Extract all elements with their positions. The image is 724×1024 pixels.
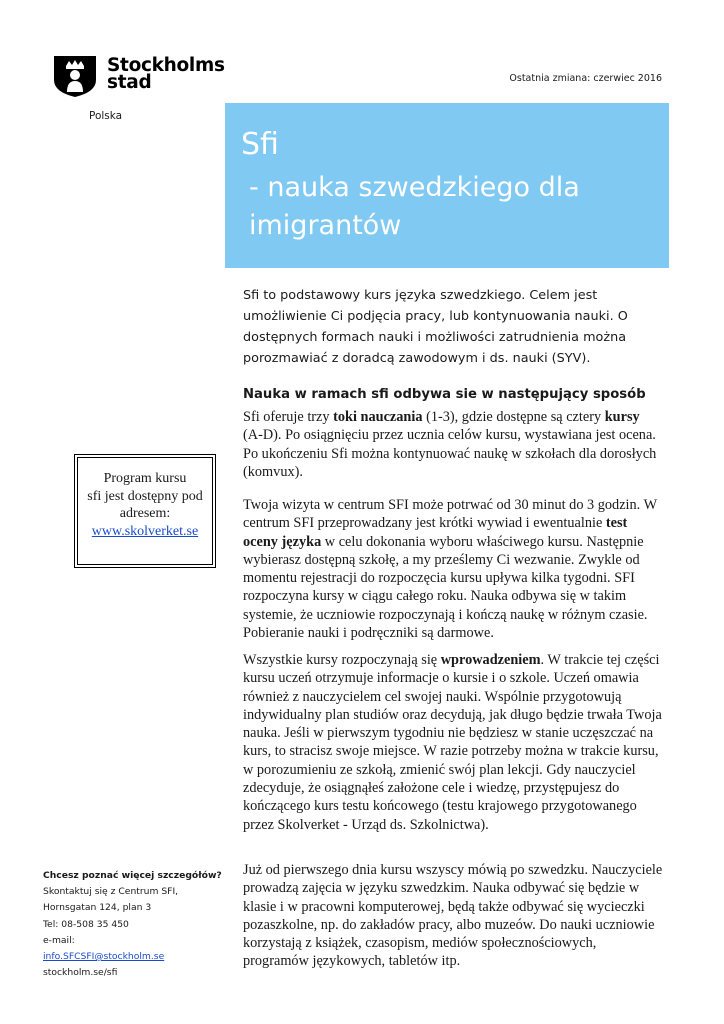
intro-paragraph <box>243 285 658 369</box>
section-heading: Nauka w ramach sfi odbywa sie w następujący sposób <box>243 387 646 402</box>
bold-text: test oceny języka <box>243 515 628 550</box>
text: (A-D). Po osiągnięciu przez ucznia celów kursu, wystawiana jest ocena. Po ukończeniu Sfi można kontynuować naukę w szkołach dla dorosłych (komvux). <box>243 427 657 480</box>
course-program-box <box>74 454 216 568</box>
text: Sfi oferuje trzy <box>243 409 334 425</box>
stockholm-logo <box>52 54 225 98</box>
subtitle-line1: - nauka szwedzkiego dla <box>249 172 580 203</box>
text: w celu dokonania wyboru właściwego kursu. Następnie wybierasz dostępną szkołę, a my prześlemy Ci wezwanie. Zwykle od momentu rejestracji do rozpoczęcia kursu upływa kilka tygodni. SFI rozpoczyna kursy w ciągu całego roku. Nauka odbywa się w takim systemie, że uczniowie rozpoczynają i kończą naukę w różnym czasie. Pobieranie nauki i podręczniki są darmowe. <box>243 533 648 642</box>
text: (1-3), gdzie dostępne są cztery <box>422 409 605 425</box>
text: Twoja wizyta w centrum SFI może potrwać od 30 minut do 3 godzin. W centrum SFI przeprowadzany jest krótki wywiad i ewentualnie <box>243 497 657 532</box>
title-banner <box>225 103 669 268</box>
crown-shield-icon <box>52 54 98 98</box>
contact-title: Chcesz poznać więcej szczegółów? <box>43 870 222 881</box>
text: . W trakcie tej części kursu uczeń otrzymuje informacje o kursie i o szkole. Uczeń omawia również z nauczycielem cel swojej nauki. Wspólnie przygotowują indywidualny plan studiów oraz decydują, jak długo będzie trwała Twoja nauka. Jeśli w pierwszym tygodniu nie będziesz w stanie uczęszczać na kurs, to stracisz swoje miejsce. W razie potrzeby można w trakcie kursu, w porozumieniu ze szkołą, zmienić swój plan lekcji. Gdy nauczyciel zdecyduje, że osiągnąłeś założone cele i wiedzę, przystępujesz do kończącego kurs testu końcowego (testu krajowego przygotowanego przez Skolverket - Urząd ds. Szkolnictwa). <box>243 652 662 833</box>
contact-line1: Skontaktuj się z Centrum SFI, <box>43 886 179 898</box>
sidebox-line2: sfi jest dostępny pod <box>87 488 203 504</box>
brand-line1: Stockholms <box>107 55 225 76</box>
bold-text: wprowadzeniem <box>440 652 541 668</box>
paragraph-visit <box>243 496 663 642</box>
language-label: Polska <box>89 110 123 122</box>
page-title: Sfi <box>241 127 279 162</box>
contact-block <box>43 868 233 981</box>
brand-line2: stad <box>107 72 152 93</box>
contact-address: Hornsgatan 124, plan 3 <box>43 902 152 914</box>
sidebox-line1: Program kursu <box>103 471 187 486</box>
contact-email-label: e-mail: <box>43 934 75 946</box>
contact-website[interactable]: stockholm.se/sfi <box>43 967 118 979</box>
subtitle-line2: imigrantów <box>249 210 402 241</box>
contact-phone: Tel: 08-508 35 450 <box>43 918 129 930</box>
last-updated: Ostatnia zmiana: czerwiec 2016 <box>509 73 662 84</box>
sidebox-line3: adresem: <box>119 506 171 521</box>
skolverket-link[interactable]: www.skolverket.se <box>91 523 199 539</box>
bold-text: toki nauczania <box>333 409 423 425</box>
paragraph-courses <box>243 408 663 481</box>
page-subtitle <box>249 169 659 245</box>
text: Wszystkie kursy rozpoczynają się <box>243 652 441 668</box>
paragraph-language: Już od pierwszego dnia kursu wszyscy mówią po szwedzku. Nauczyciele prowadzą zajęcia w języku szwedzkim. Nauka odbywać się będzie w klasie i w pracowni komputerowej, będą także odbywać się wycieczki pozaszkolne, np. do zakładów pracy, albo muzeów. Do nauki uczniowie korzystają z książek, czasopism, mediów społecznościowych, programów językowych, tabletów itp. <box>243 862 663 970</box>
contact-email-link[interactable]: info.SFCSFI@stockholm.se <box>43 951 165 963</box>
intro-text: Sfi to podstawowy kurs języka szwedzkiego. Celem jest umożliwienie Ci podjęcia pracy, lub kontynuowania nauki. O dostępnych formach nauki i możliwości zatrudnienia można porozmawiać z doradcą zawodowym i ds. nauki (SYV). <box>243 288 628 366</box>
paragraph-introduction <box>243 651 663 834</box>
bold-text: kursy <box>604 409 640 425</box>
